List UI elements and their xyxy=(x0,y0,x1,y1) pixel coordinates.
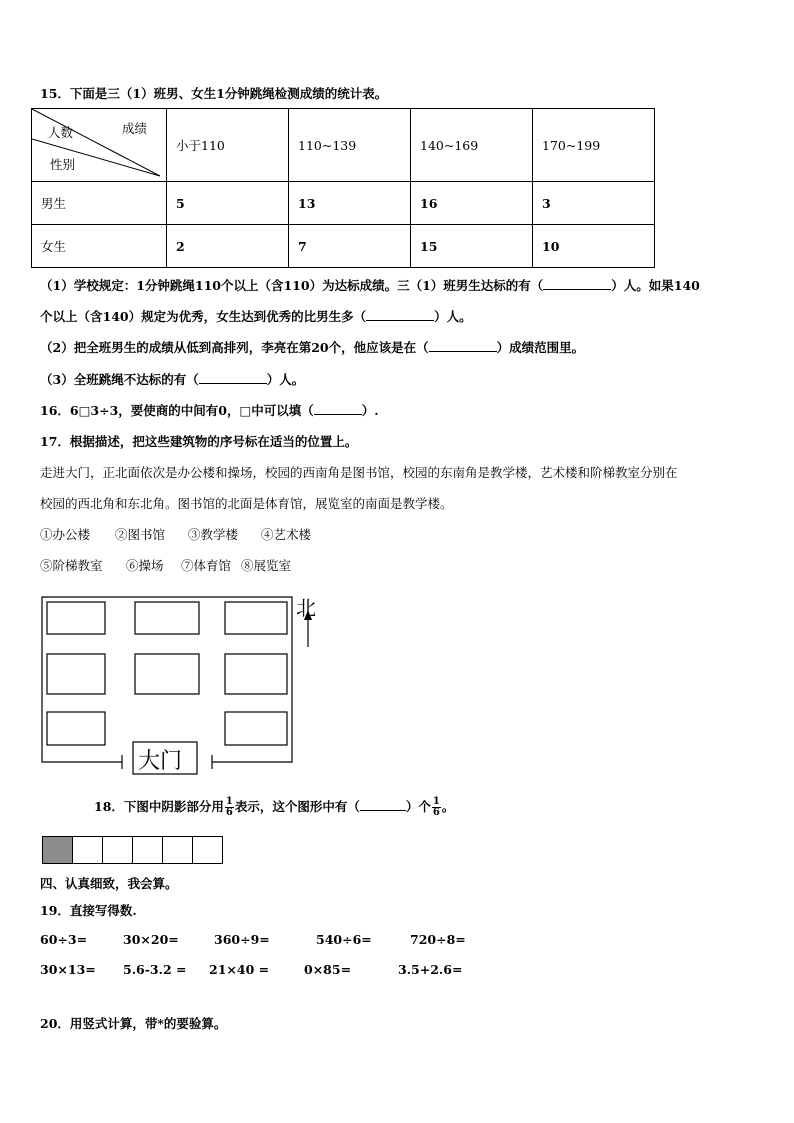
q15-part1-line2: 个以上（含140）规定为优秀，女生达到优秀的比男生多（ ）人。 xyxy=(40,309,472,324)
table-cell: 5 xyxy=(167,182,289,225)
q16: 16．6□3÷3，要使商的中间有0，□中可以填（ ）. xyxy=(40,403,379,418)
fraction-one-sixth: $\frac{1}{6}$ xyxy=(432,796,440,818)
map-slot[interactable] xyxy=(135,602,199,634)
option-item: ⑥操场 xyxy=(126,558,164,573)
table-cell: 10 xyxy=(533,225,655,268)
table-header-row xyxy=(32,109,655,182)
calc-item: 540÷6= xyxy=(316,932,372,947)
q15-title: 15．下面是三（1）班男、女生1分钟跳绳检测成绩的统计表。 xyxy=(40,86,388,101)
q15-part1-line1: （1）学校规定：1分钟跳绳110个以上（含110）为达标成绩。三（1）班男生达标的有（ ）人。如果140 xyxy=(40,278,700,293)
strip-cell-shaded xyxy=(42,836,73,864)
table-cell: 2 xyxy=(167,225,289,268)
table-row-girls xyxy=(32,225,655,268)
table-cell: 16 xyxy=(411,182,533,225)
table-cell: 13 xyxy=(289,182,411,225)
gate-label: 大门 xyxy=(138,749,183,774)
answer-blank[interactable] xyxy=(360,810,406,811)
q20-title: 20．用竖式计算，带*的要验算。 xyxy=(40,1016,227,1031)
calc-item: 5.6-3.2 = xyxy=(123,962,187,977)
strip-cell xyxy=(132,836,163,864)
q18: 18．下图中阴影部分用 $\frac{1}{6}$ 表示，这个图形中有（ ）个 $\frac{1}{6}$ 。 xyxy=(94,796,455,818)
map-slot[interactable] xyxy=(135,654,199,694)
fraction-strip xyxy=(43,836,223,864)
north-label: 北 xyxy=(296,596,316,620)
strip-cell xyxy=(72,836,103,864)
row-label: 男生 xyxy=(32,182,167,225)
table-cell: 3 xyxy=(533,182,655,225)
option-item: ⑦体育馆 xyxy=(181,558,232,573)
map-slot[interactable] xyxy=(225,602,287,634)
option-item: ③教学楼 xyxy=(188,527,239,542)
strip-cell xyxy=(162,836,193,864)
q17-description-line2: 校园的西北角和东北角。图书馆的北面是体育馆，展览室的南面是教学楼。 xyxy=(40,496,453,511)
header-cell: 140~169 xyxy=(411,109,533,182)
calc-item: 30×13= xyxy=(40,962,96,977)
map-slot[interactable] xyxy=(225,712,287,745)
corner-label-score: 成绩 xyxy=(122,121,148,136)
section-4-title: 四、认真细致，我会算。 xyxy=(40,876,178,891)
option-item: ①办公楼 xyxy=(40,527,91,542)
q15-part3: （3）全班跳绳不达标的有（ ）人。 xyxy=(40,372,305,387)
row-label: 女生 xyxy=(32,225,167,268)
stats-table xyxy=(31,108,655,268)
q17-title: 17．根据描述，把这些建筑物的序号标在适当的位置上。 xyxy=(40,434,358,449)
calc-item: 30×20= xyxy=(123,932,179,947)
option-item: ②图书馆 xyxy=(115,527,166,542)
q15-part2: （2）把全班男生的成绩从低到高排列，李亮在第20个，他应该是在（ ）成绩范围里。 xyxy=(40,340,585,355)
campus-map xyxy=(40,592,340,782)
q19-title: 19．直接写得数. xyxy=(40,903,137,918)
strip-cell xyxy=(192,836,223,864)
diagonal-header-cell xyxy=(32,109,167,182)
map-slot[interactable] xyxy=(47,712,105,745)
table-cell: 7 xyxy=(289,225,411,268)
answer-blank[interactable] xyxy=(429,351,497,352)
corner-label-count: 人数 xyxy=(48,125,74,140)
header-cell: 170~199 xyxy=(533,109,655,182)
calc-item: 0×85= xyxy=(304,962,352,977)
corner-label-gender: 性别 xyxy=(50,157,76,172)
q17-options-row2 xyxy=(40,556,291,574)
answer-blank[interactable] xyxy=(199,383,267,384)
q17-description-line1: 走进大门，正北面依次是办公楼和操场，校园的西南角是图书馆，校园的东南角是教学楼，艺术楼和阶梯教室分别在 xyxy=(40,465,678,480)
fraction-one-sixth: $\frac{1}{6}$ xyxy=(225,796,233,818)
calc-item: 3.5+2.6= xyxy=(398,962,463,977)
option-item: ⑧展览室 xyxy=(241,558,292,573)
header-cell: 小于110 xyxy=(167,109,289,182)
table-cell: 15 xyxy=(411,225,533,268)
map-slot[interactable] xyxy=(47,654,105,694)
calc-item: 21×40 = xyxy=(209,962,270,977)
header-cell: 110~139 xyxy=(289,109,411,182)
answer-blank[interactable] xyxy=(366,320,434,321)
calc-item: 60÷3= xyxy=(40,932,88,947)
q17-options-row1 xyxy=(40,525,311,543)
option-item: ④艺术楼 xyxy=(261,527,312,542)
table-row-boys xyxy=(32,182,655,225)
answer-blank[interactable] xyxy=(314,414,362,415)
map-slot[interactable] xyxy=(225,654,287,694)
calc-item: 360÷9= xyxy=(214,932,270,947)
answer-blank[interactable] xyxy=(543,289,611,290)
map-slot[interactable] xyxy=(47,602,105,634)
option-item: ⑤阶梯教室 xyxy=(40,558,103,573)
strip-cell xyxy=(102,836,133,864)
calc-item: 720÷8= xyxy=(410,932,466,947)
